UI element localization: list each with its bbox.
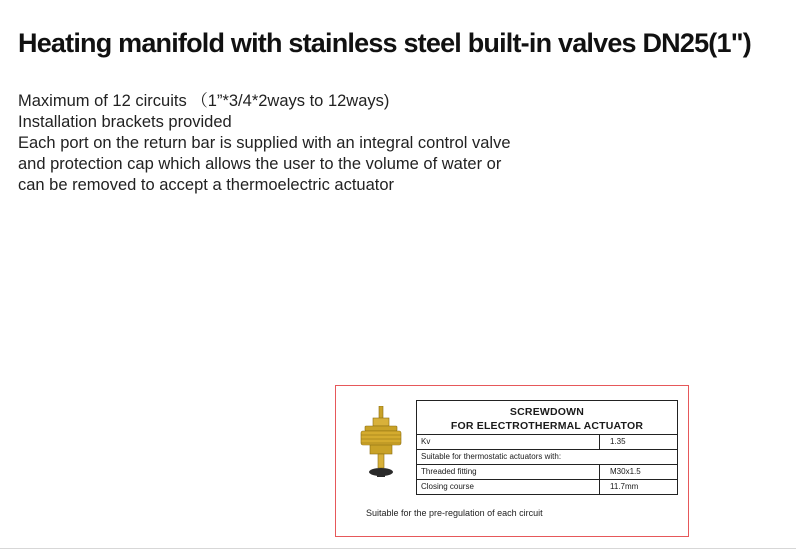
spec-row-threaded-fitting — [417, 465, 677, 480]
spec-row-suitable — [417, 450, 677, 465]
spec-heading — [417, 401, 677, 435]
spec-row-kv — [417, 435, 677, 450]
product-description — [18, 91, 511, 196]
spec-heading-line: SCREWDOWN — [509, 406, 585, 418]
spec-label: Kv — [417, 435, 600, 449]
spec-value: 1.35 — [610, 437, 626, 446]
description-line: Maximum of 12 circuits （1”*3/4*2ways to 12ways) — [18, 92, 390, 110]
description-line: Each port on the return bar is supplied with an integral control valve — [18, 134, 511, 152]
description-line: and protection cap which allows the user to the volume of water or — [18, 155, 502, 173]
spec-value: 11.7mm — [610, 482, 639, 491]
page-title: Heating manifold with stainless steel built-in valves DN25(1") — [18, 28, 751, 58]
bottom-divider — [0, 548, 796, 549]
description-line: can be removed to accept a thermoelectric actuator — [18, 176, 395, 194]
valve-spec-card — [335, 385, 689, 537]
spec-heading-line: FOR ELECTROTHERMAL ACTUATOR — [450, 420, 644, 432]
valve-insert-image — [356, 406, 406, 486]
spec-label: Closing course — [417, 480, 600, 494]
spec-label: Threaded fitting — [417, 465, 600, 479]
spec-row-closing-course — [417, 480, 677, 494]
description-line: Installation brackets provided — [18, 113, 232, 131]
spec-value: M30x1.5 — [610, 467, 641, 476]
spec-caption: Suitable for the pre-regulation of each circuit — [366, 508, 543, 518]
spec-label: Suitable for thermostatic actuators with: — [421, 452, 562, 461]
spec-table — [416, 400, 678, 495]
